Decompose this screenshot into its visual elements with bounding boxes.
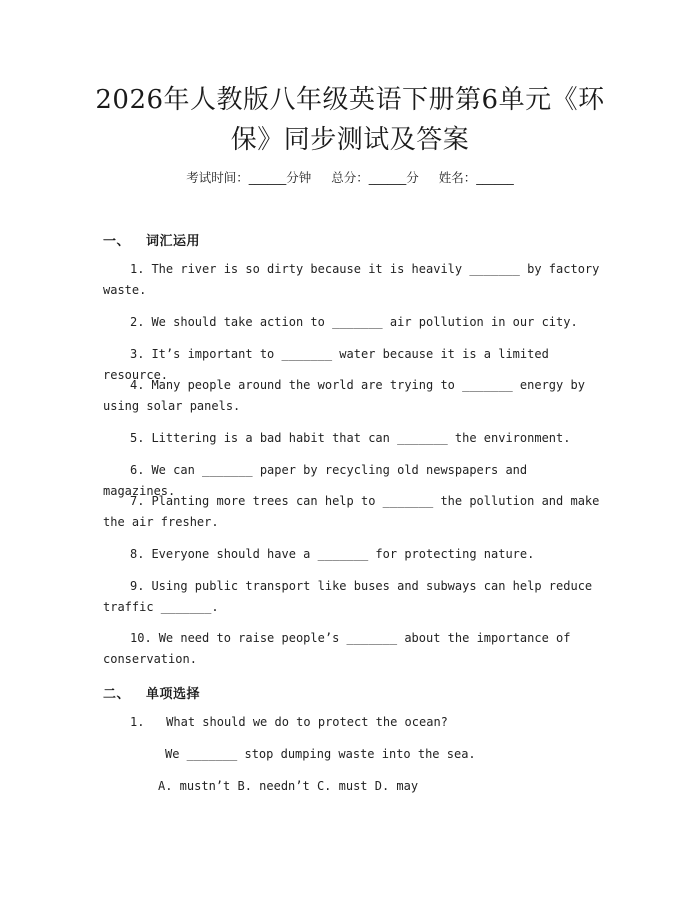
question-number: 2. <box>130 315 145 329</box>
question-number: 7. <box>130 494 145 508</box>
question-item <box>103 628 603 670</box>
section-title: 单项选择 <box>146 687 201 702</box>
question-item <box>103 375 603 417</box>
document-title <box>60 80 640 160</box>
question-item <box>103 259 603 301</box>
question-item <box>103 428 603 449</box>
question-text: It’s important to _______ water because it is a limited resource. <box>103 347 549 382</box>
exam-meta <box>0 168 700 186</box>
title-line-2: 保》同步测试及答案 <box>230 125 470 155</box>
question-number: 9. <box>130 579 145 593</box>
question-text: Planting more trees can help to _______ the pollution and make the air fresher. <box>103 494 600 529</box>
question-text: What should we do to protect the ocean? <box>166 715 448 729</box>
question-text: Littering is a bad habit that can _______ the environment. <box>151 431 571 445</box>
question-item <box>103 312 603 333</box>
question-item <box>103 491 603 533</box>
mc-options: A. mustn’t B. needn’t C. must D. may <box>158 779 419 793</box>
exam-score: 总分：______分 <box>331 170 419 185</box>
question-number: 4. <box>130 378 145 392</box>
question-text: Many people around the world are trying to _______ energy by using solar panels. <box>103 378 585 413</box>
question-text: The river is so dirty because it is heavily _______ by factory waste. <box>103 262 600 297</box>
question-item <box>103 544 603 565</box>
mc-answer-line: We _______ stop dumping waste into the sea. <box>165 747 476 761</box>
section-heading-multiple-choice <box>103 683 200 702</box>
exam-time: 考试时间：______分钟 <box>186 170 312 185</box>
question-number: 6. <box>130 463 145 477</box>
question-text: We can _______ paper by recycling old newspapers and magazines. <box>103 463 528 498</box>
title-line-1: 2026年人教版八年级英语下册第6单元《环 <box>95 85 605 115</box>
question-number: 3. <box>130 347 145 361</box>
section-number: 一、 <box>103 234 131 249</box>
mc-question <box>130 712 448 733</box>
question-number: 10. <box>130 631 152 645</box>
question-number: 1. <box>130 262 145 276</box>
question-number: 8. <box>130 547 145 561</box>
section-title: 词汇运用 <box>146 234 201 249</box>
section-number: 二、 <box>103 687 131 702</box>
question-text: Everyone should have a _______ for protecting nature. <box>151 547 535 561</box>
question-number: 1. <box>130 715 145 729</box>
question-text: We need to raise people’s _______ about the importance of conservation. <box>103 631 571 666</box>
student-name: 姓名：______ <box>438 170 514 185</box>
question-text: We should take action to _______ air pollution in our city. <box>151 315 578 329</box>
question-text: Using public transport like buses and subways can help reduce traffic _______. <box>103 579 593 614</box>
question-item <box>103 576 603 618</box>
section-heading-vocabulary <box>103 230 200 249</box>
question-number: 5. <box>130 431 145 445</box>
